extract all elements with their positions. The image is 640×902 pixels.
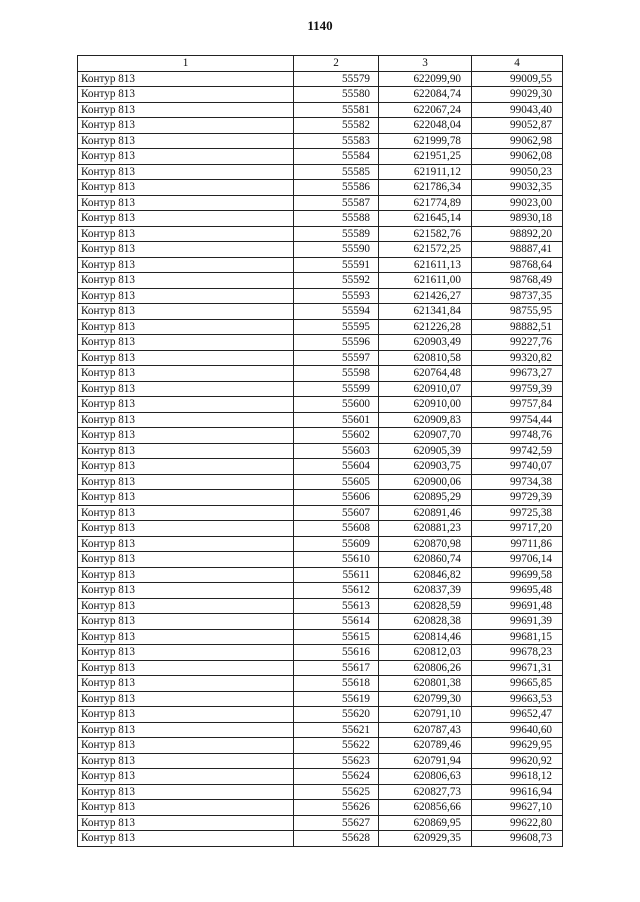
x-coordinate-cell: 620828,38 bbox=[379, 614, 472, 630]
y-coordinate-cell: 99062,98 bbox=[472, 133, 563, 149]
y-coordinate-cell: 99691,48 bbox=[472, 598, 563, 614]
table-row bbox=[78, 831, 563, 847]
point-number-cell: 55605 bbox=[294, 474, 379, 490]
table-row bbox=[78, 769, 563, 785]
contour-name-cell: Контур 813 bbox=[78, 242, 294, 258]
y-coordinate-cell: 98737,35 bbox=[472, 288, 563, 304]
y-coordinate-cell: 99673,27 bbox=[472, 366, 563, 382]
table-row bbox=[78, 552, 563, 568]
point-number-cell: 55609 bbox=[294, 536, 379, 552]
table-row bbox=[78, 164, 563, 180]
y-coordinate-cell: 99740,07 bbox=[472, 459, 563, 475]
x-coordinate-cell: 620827,73 bbox=[379, 784, 472, 800]
contour-name-cell: Контур 813 bbox=[78, 118, 294, 134]
table-row bbox=[78, 180, 563, 196]
point-number-cell: 55616 bbox=[294, 645, 379, 661]
y-coordinate-cell: 98882,51 bbox=[472, 319, 563, 335]
column-header-4: 4 bbox=[472, 56, 563, 72]
point-number-cell: 55583 bbox=[294, 133, 379, 149]
y-coordinate-cell: 99009,55 bbox=[472, 71, 563, 87]
contour-name-cell: Контур 813 bbox=[78, 567, 294, 583]
contour-name-cell: Контур 813 bbox=[78, 614, 294, 630]
y-coordinate-cell: 98892,20 bbox=[472, 226, 563, 242]
contour-name-cell: Контур 813 bbox=[78, 490, 294, 506]
point-number-cell: 55588 bbox=[294, 211, 379, 227]
contour-name-cell: Контур 813 bbox=[78, 707, 294, 723]
table-row bbox=[78, 474, 563, 490]
table-row bbox=[78, 459, 563, 475]
y-coordinate-cell: 99640,60 bbox=[472, 722, 563, 738]
x-coordinate-cell: 620806,63 bbox=[379, 769, 472, 785]
x-coordinate-cell: 620789,46 bbox=[379, 738, 472, 754]
y-coordinate-cell: 99691,39 bbox=[472, 614, 563, 630]
table-row bbox=[78, 660, 563, 676]
point-number-cell: 55608 bbox=[294, 521, 379, 537]
table-header-row bbox=[78, 56, 563, 72]
point-number-cell: 55579 bbox=[294, 71, 379, 87]
x-coordinate-cell: 621572,25 bbox=[379, 242, 472, 258]
x-coordinate-cell: 621774,89 bbox=[379, 195, 472, 211]
contour-name-cell: Контур 813 bbox=[78, 164, 294, 180]
contour-name-cell: Контур 813 bbox=[78, 800, 294, 816]
y-coordinate-cell: 98887,41 bbox=[472, 242, 563, 258]
table-row bbox=[78, 257, 563, 273]
contour-name-cell: Контур 813 bbox=[78, 815, 294, 831]
point-number-cell: 55625 bbox=[294, 784, 379, 800]
x-coordinate-cell: 620814,46 bbox=[379, 629, 472, 645]
x-coordinate-cell: 620812,03 bbox=[379, 645, 472, 661]
contour-name-cell: Контур 813 bbox=[78, 753, 294, 769]
y-coordinate-cell: 99734,38 bbox=[472, 474, 563, 490]
y-coordinate-cell: 99706,14 bbox=[472, 552, 563, 568]
x-coordinate-cell: 621911,12 bbox=[379, 164, 472, 180]
y-coordinate-cell: 99062,08 bbox=[472, 149, 563, 165]
table-row bbox=[78, 118, 563, 134]
x-coordinate-cell: 620869,95 bbox=[379, 815, 472, 831]
x-coordinate-cell: 620870,98 bbox=[379, 536, 472, 552]
page-number: 1140 bbox=[307, 18, 333, 33]
x-coordinate-cell: 620907,70 bbox=[379, 428, 472, 444]
x-coordinate-cell: 621582,76 bbox=[379, 226, 472, 242]
contour-name-cell: Контур 813 bbox=[78, 273, 294, 289]
x-coordinate-cell: 620837,39 bbox=[379, 583, 472, 599]
table-row bbox=[78, 242, 563, 258]
point-number-cell: 55622 bbox=[294, 738, 379, 754]
y-coordinate-cell: 99627,10 bbox=[472, 800, 563, 816]
x-coordinate-cell: 620764,48 bbox=[379, 366, 472, 382]
contour-name-cell: Контур 813 bbox=[78, 304, 294, 320]
y-coordinate-cell: 98768,64 bbox=[472, 257, 563, 273]
table-row bbox=[78, 614, 563, 630]
point-number-cell: 55627 bbox=[294, 815, 379, 831]
x-coordinate-cell: 621426,27 bbox=[379, 288, 472, 304]
x-coordinate-cell: 620903,49 bbox=[379, 335, 472, 351]
point-number-cell: 55591 bbox=[294, 257, 379, 273]
point-number-cell: 55612 bbox=[294, 583, 379, 599]
table-row bbox=[78, 149, 563, 165]
y-coordinate-cell: 99616,94 bbox=[472, 784, 563, 800]
column-header-1: 1 bbox=[78, 56, 294, 72]
contour-name-cell: Контур 813 bbox=[78, 645, 294, 661]
y-coordinate-cell: 99757,84 bbox=[472, 397, 563, 413]
column-header-2: 2 bbox=[294, 56, 379, 72]
point-number-cell: 55587 bbox=[294, 195, 379, 211]
x-coordinate-cell: 622067,24 bbox=[379, 102, 472, 118]
point-number-cell: 55617 bbox=[294, 660, 379, 676]
x-coordinate-cell: 620910,07 bbox=[379, 381, 472, 397]
table-row bbox=[78, 102, 563, 118]
x-coordinate-cell: 620828,59 bbox=[379, 598, 472, 614]
contour-name-cell: Контур 813 bbox=[78, 428, 294, 444]
point-number-cell: 55594 bbox=[294, 304, 379, 320]
table-row bbox=[78, 567, 563, 583]
y-coordinate-cell: 99029,30 bbox=[472, 87, 563, 103]
table-row bbox=[78, 288, 563, 304]
contour-name-cell: Контур 813 bbox=[78, 598, 294, 614]
y-coordinate-cell: 99681,15 bbox=[472, 629, 563, 645]
y-coordinate-cell: 99652,47 bbox=[472, 707, 563, 723]
y-coordinate-cell: 99663,53 bbox=[472, 691, 563, 707]
x-coordinate-cell: 620895,29 bbox=[379, 490, 472, 506]
contour-name-cell: Контур 813 bbox=[78, 180, 294, 196]
x-coordinate-cell: 622099,90 bbox=[379, 71, 472, 87]
table-row bbox=[78, 784, 563, 800]
x-coordinate-cell: 620791,10 bbox=[379, 707, 472, 723]
x-coordinate-cell: 620846,82 bbox=[379, 567, 472, 583]
y-coordinate-cell: 99023,00 bbox=[472, 195, 563, 211]
x-coordinate-cell: 620905,39 bbox=[379, 443, 472, 459]
table-row bbox=[78, 676, 563, 692]
x-coordinate-cell: 621611,13 bbox=[379, 257, 472, 273]
table-row bbox=[78, 815, 563, 831]
contour-name-cell: Контур 813 bbox=[78, 319, 294, 335]
y-coordinate-cell: 99717,20 bbox=[472, 521, 563, 537]
point-number-cell: 55603 bbox=[294, 443, 379, 459]
x-coordinate-cell: 620856,66 bbox=[379, 800, 472, 816]
point-number-cell: 55585 bbox=[294, 164, 379, 180]
contour-name-cell: Контур 813 bbox=[78, 474, 294, 490]
point-number-cell: 55613 bbox=[294, 598, 379, 614]
table-row bbox=[78, 738, 563, 754]
x-coordinate-cell: 620909,83 bbox=[379, 412, 472, 428]
contour-name-cell: Контур 813 bbox=[78, 521, 294, 537]
x-coordinate-cell: 620791,94 bbox=[379, 753, 472, 769]
y-coordinate-cell: 99665,85 bbox=[472, 676, 563, 692]
x-coordinate-cell: 621226,28 bbox=[379, 319, 472, 335]
point-number-cell: 55592 bbox=[294, 273, 379, 289]
y-coordinate-cell: 98755,95 bbox=[472, 304, 563, 320]
table-row bbox=[78, 226, 563, 242]
y-coordinate-cell: 99043,40 bbox=[472, 102, 563, 118]
table-row bbox=[78, 397, 563, 413]
contour-name-cell: Контур 813 bbox=[78, 226, 294, 242]
y-coordinate-cell: 99748,76 bbox=[472, 428, 563, 444]
y-coordinate-cell: 99052,87 bbox=[472, 118, 563, 134]
point-number-cell: 55620 bbox=[294, 707, 379, 723]
y-coordinate-cell: 99618,12 bbox=[472, 769, 563, 785]
table-row bbox=[78, 629, 563, 645]
x-coordinate-cell: 620787,43 bbox=[379, 722, 472, 738]
table-row bbox=[78, 505, 563, 521]
x-coordinate-cell: 620810,58 bbox=[379, 350, 472, 366]
point-number-cell: 55610 bbox=[294, 552, 379, 568]
contour-name-cell: Контур 813 bbox=[78, 133, 294, 149]
x-coordinate-cell: 620891,46 bbox=[379, 505, 472, 521]
point-number-cell: 55584 bbox=[294, 149, 379, 165]
contour-name-cell: Контур 813 bbox=[78, 288, 294, 304]
coordinates-table bbox=[77, 55, 563, 847]
table-row bbox=[78, 753, 563, 769]
contour-name-cell: Контур 813 bbox=[78, 691, 294, 707]
x-coordinate-cell: 620799,30 bbox=[379, 691, 472, 707]
point-number-cell: 55623 bbox=[294, 753, 379, 769]
contour-name-cell: Контур 813 bbox=[78, 552, 294, 568]
point-number-cell: 55621 bbox=[294, 722, 379, 738]
y-coordinate-cell: 99729,39 bbox=[472, 490, 563, 506]
contour-name-cell: Контур 813 bbox=[78, 676, 294, 692]
contour-name-cell: Контур 813 bbox=[78, 722, 294, 738]
x-coordinate-cell: 621951,25 bbox=[379, 149, 472, 165]
x-coordinate-cell: 620806,26 bbox=[379, 660, 472, 676]
x-coordinate-cell: 620801,38 bbox=[379, 676, 472, 692]
y-coordinate-cell: 99622,80 bbox=[472, 815, 563, 831]
contour-name-cell: Контур 813 bbox=[78, 257, 294, 273]
table-row bbox=[78, 273, 563, 289]
table-row bbox=[78, 87, 563, 103]
x-coordinate-cell: 620903,75 bbox=[379, 459, 472, 475]
point-number-cell: 55624 bbox=[294, 769, 379, 785]
point-number-cell: 55601 bbox=[294, 412, 379, 428]
contour-name-cell: Контур 813 bbox=[78, 87, 294, 103]
contour-name-cell: Контур 813 bbox=[78, 397, 294, 413]
y-coordinate-cell: 99608,73 bbox=[472, 831, 563, 847]
y-coordinate-cell: 99711,86 bbox=[472, 536, 563, 552]
y-coordinate-cell: 99032,35 bbox=[472, 180, 563, 196]
contour-name-cell: Контур 813 bbox=[78, 71, 294, 87]
table-row bbox=[78, 443, 563, 459]
point-number-cell: 55595 bbox=[294, 319, 379, 335]
contour-name-cell: Контур 813 bbox=[78, 505, 294, 521]
contour-name-cell: Контур 813 bbox=[78, 784, 294, 800]
y-coordinate-cell: 99695,48 bbox=[472, 583, 563, 599]
point-number-cell: 55593 bbox=[294, 288, 379, 304]
contour-name-cell: Контур 813 bbox=[78, 211, 294, 227]
x-coordinate-cell: 622084,74 bbox=[379, 87, 472, 103]
contour-name-cell: Контур 813 bbox=[78, 459, 294, 475]
table-row bbox=[78, 707, 563, 723]
table-row bbox=[78, 598, 563, 614]
x-coordinate-cell: 620910,00 bbox=[379, 397, 472, 413]
y-coordinate-cell: 99227,76 bbox=[472, 335, 563, 351]
x-coordinate-cell: 621999,78 bbox=[379, 133, 472, 149]
x-coordinate-cell: 621611,00 bbox=[379, 273, 472, 289]
point-number-cell: 55615 bbox=[294, 629, 379, 645]
point-number-cell: 55598 bbox=[294, 366, 379, 382]
y-coordinate-cell: 99050,23 bbox=[472, 164, 563, 180]
table-row bbox=[78, 335, 563, 351]
contour-name-cell: Контур 813 bbox=[78, 660, 294, 676]
contour-name-cell: Контур 813 bbox=[78, 412, 294, 428]
contour-name-cell: Контур 813 bbox=[78, 102, 294, 118]
point-number-cell: 55606 bbox=[294, 490, 379, 506]
table-row bbox=[78, 133, 563, 149]
y-coordinate-cell: 99759,39 bbox=[472, 381, 563, 397]
point-number-cell: 55596 bbox=[294, 335, 379, 351]
contour-name-cell: Контур 813 bbox=[78, 629, 294, 645]
point-number-cell: 55599 bbox=[294, 381, 379, 397]
point-number-cell: 55602 bbox=[294, 428, 379, 444]
y-coordinate-cell: 99742,59 bbox=[472, 443, 563, 459]
point-number-cell: 55618 bbox=[294, 676, 379, 692]
contour-name-cell: Контур 813 bbox=[78, 366, 294, 382]
table-row bbox=[78, 71, 563, 87]
table-row bbox=[78, 521, 563, 537]
table-row bbox=[78, 691, 563, 707]
contour-name-cell: Контур 813 bbox=[78, 195, 294, 211]
contour-name-cell: Контур 813 bbox=[78, 536, 294, 552]
table-row bbox=[78, 536, 563, 552]
y-coordinate-cell: 99671,31 bbox=[472, 660, 563, 676]
contour-name-cell: Контур 813 bbox=[78, 738, 294, 754]
point-number-cell: 55626 bbox=[294, 800, 379, 816]
x-coordinate-cell: 622048,04 bbox=[379, 118, 472, 134]
y-coordinate-cell: 98930,18 bbox=[472, 211, 563, 227]
table-row bbox=[78, 490, 563, 506]
table-row bbox=[78, 412, 563, 428]
y-coordinate-cell: 98768,49 bbox=[472, 273, 563, 289]
point-number-cell: 55581 bbox=[294, 102, 379, 118]
y-coordinate-cell: 99320,82 bbox=[472, 350, 563, 366]
contour-name-cell: Контур 813 bbox=[78, 149, 294, 165]
point-number-cell: 55611 bbox=[294, 567, 379, 583]
point-number-cell: 55590 bbox=[294, 242, 379, 258]
table-row bbox=[78, 304, 563, 320]
contour-name-cell: Контур 813 bbox=[78, 381, 294, 397]
table-row bbox=[78, 350, 563, 366]
x-coordinate-cell: 620881,23 bbox=[379, 521, 472, 537]
x-coordinate-cell: 621786,34 bbox=[379, 180, 472, 196]
x-coordinate-cell: 620860,74 bbox=[379, 552, 472, 568]
y-coordinate-cell: 99629,95 bbox=[472, 738, 563, 754]
contour-name-cell: Контур 813 bbox=[78, 350, 294, 366]
point-number-cell: 55597 bbox=[294, 350, 379, 366]
point-number-cell: 55619 bbox=[294, 691, 379, 707]
y-coordinate-cell: 99678,23 bbox=[472, 645, 563, 661]
point-number-cell: 55607 bbox=[294, 505, 379, 521]
y-coordinate-cell: 99620,92 bbox=[472, 753, 563, 769]
y-coordinate-cell: 99699,58 bbox=[472, 567, 563, 583]
point-number-cell: 55580 bbox=[294, 87, 379, 103]
point-number-cell: 55582 bbox=[294, 118, 379, 134]
contour-name-cell: Контур 813 bbox=[78, 769, 294, 785]
table-row bbox=[78, 381, 563, 397]
point-number-cell: 55614 bbox=[294, 614, 379, 630]
x-coordinate-cell: 621341,84 bbox=[379, 304, 472, 320]
table-row bbox=[78, 645, 563, 661]
contour-name-cell: Контур 813 bbox=[78, 583, 294, 599]
x-coordinate-cell: 620900,06 bbox=[379, 474, 472, 490]
table-row bbox=[78, 366, 563, 382]
point-number-cell: 55604 bbox=[294, 459, 379, 475]
x-coordinate-cell: 621645,14 bbox=[379, 211, 472, 227]
table-row bbox=[78, 583, 563, 599]
contour-name-cell: Контур 813 bbox=[78, 335, 294, 351]
point-number-cell: 55600 bbox=[294, 397, 379, 413]
table-row bbox=[78, 722, 563, 738]
table-row bbox=[78, 211, 563, 227]
table-row bbox=[78, 428, 563, 444]
y-coordinate-cell: 99754,44 bbox=[472, 412, 563, 428]
point-number-cell: 55589 bbox=[294, 226, 379, 242]
point-number-cell: 55586 bbox=[294, 180, 379, 196]
x-coordinate-cell: 620929,35 bbox=[379, 831, 472, 847]
column-header-3: 3 bbox=[379, 56, 472, 72]
table-row bbox=[78, 195, 563, 211]
table-row bbox=[78, 800, 563, 816]
contour-name-cell: Контур 813 bbox=[78, 831, 294, 847]
table-row bbox=[78, 319, 563, 335]
contour-name-cell: Контур 813 bbox=[78, 443, 294, 459]
point-number-cell: 55628 bbox=[294, 831, 379, 847]
y-coordinate-cell: 99725,38 bbox=[472, 505, 563, 521]
